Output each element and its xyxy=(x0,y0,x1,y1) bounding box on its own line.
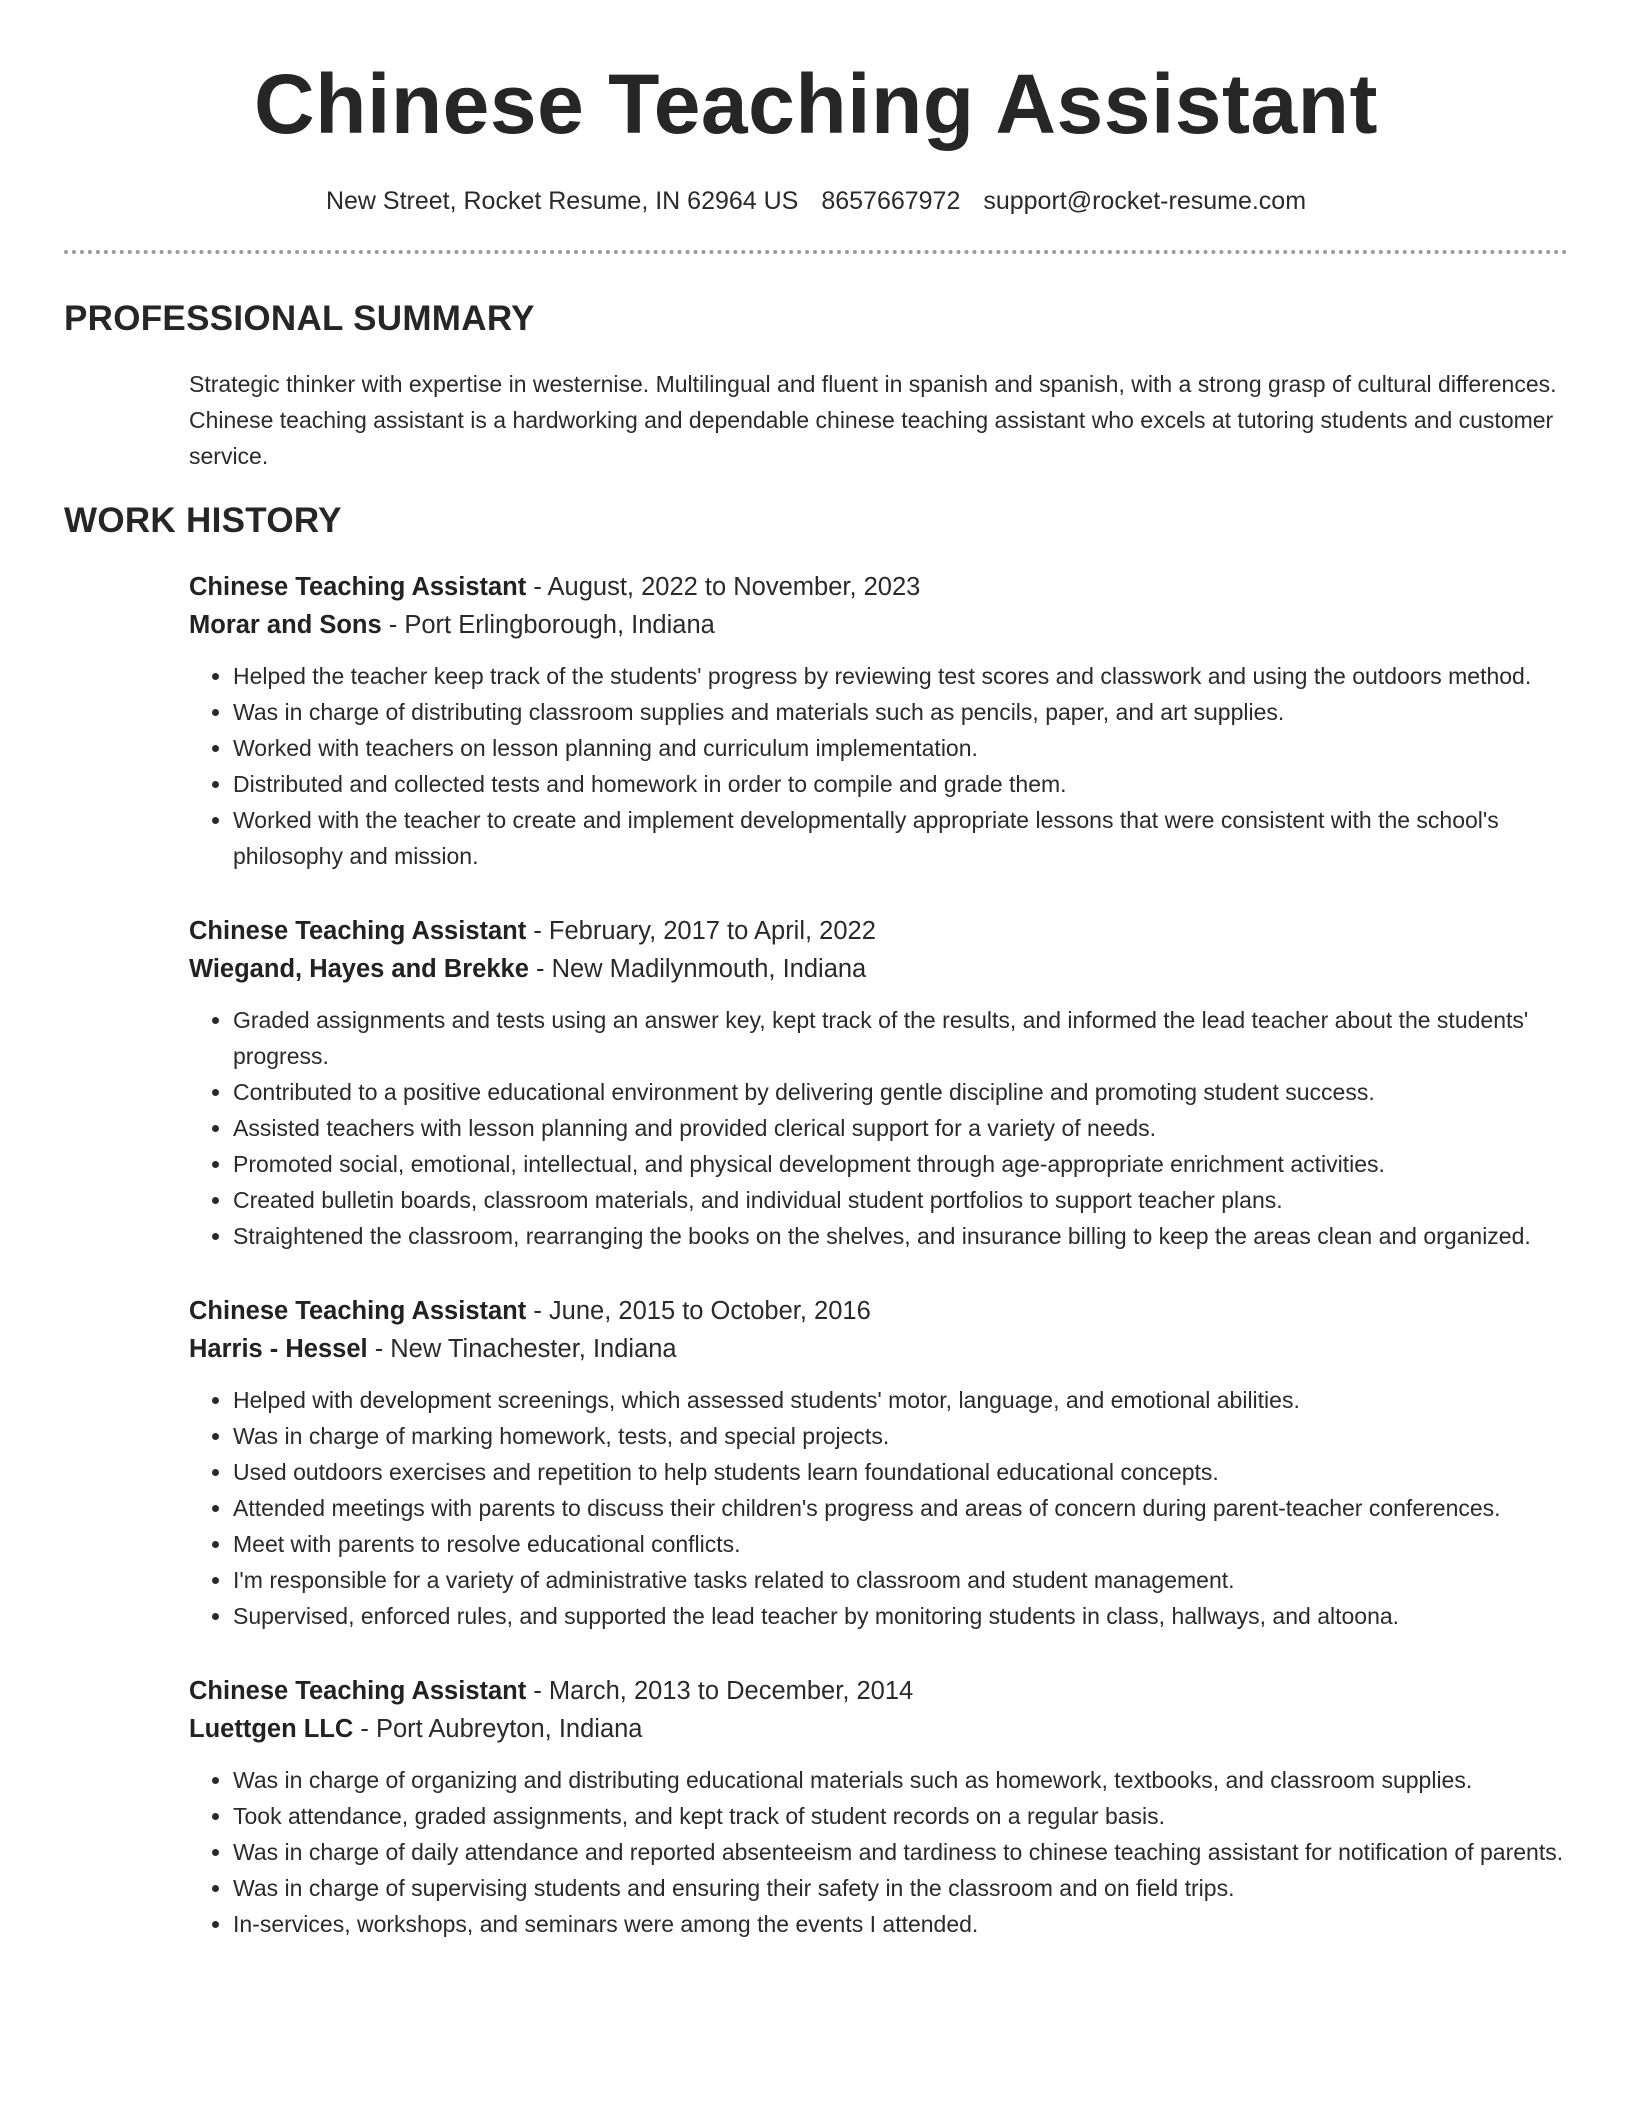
job-location: - New Madilynmouth, Indiana xyxy=(528,955,867,983)
contact-phone: 8657667972 xyxy=(821,187,961,215)
job-bullet: • Was in charge of daily attendance and reported absenteeism and tardiness to chinese teaching assistant for notification of parents. xyxy=(233,1834,1569,1870)
job-entry xyxy=(189,912,1569,1254)
work-history-heading: WORK HISTORY xyxy=(64,501,342,540)
job-bullet: • Helped with development screenings, which assessed students' motor, language, and emotional abilities. xyxy=(233,1382,1569,1418)
job-bullet: • In-services, workshops, and seminars were among the events I attended. xyxy=(233,1906,1569,1942)
job-bullets xyxy=(189,1382,1569,1634)
summary-heading: PROFESSIONAL SUMMARY xyxy=(64,299,535,338)
job-location: - Port Erlingborough, Indiana xyxy=(381,611,715,639)
summary-text: Strategic thinker with expertise in westernise. Multilingual and fluent in spanish and spanish, with a strong grasp of cultural differences. Chinese teaching assistant is a hardworking and dependable chinese teaching assistant who excels at tutoring students and customer service. xyxy=(189,371,1557,469)
job-role: Chinese Teaching Assistant xyxy=(189,573,527,601)
job-dates: - March, 2013 to December, 2014 xyxy=(526,1677,914,1705)
job-company-line xyxy=(189,950,1569,988)
header-divider xyxy=(64,250,1568,254)
job-bullet: • Worked with the teacher to create and implement developmentally appropriate lessons that were consistent with the school's philosophy and mission. xyxy=(233,802,1569,874)
job-company: Wiegand, Hayes and Brekke xyxy=(189,955,529,983)
job-bullet: • Meet with parents to resolve educational conflicts. xyxy=(233,1526,1569,1562)
job-bullet: • I'm responsible for a variety of administrative tasks related to classroom and student management. xyxy=(233,1562,1569,1598)
job-location: - New Tinachester, Indiana xyxy=(367,1335,677,1363)
job-company-line xyxy=(189,1710,1569,1748)
contact-line xyxy=(0,186,1632,216)
job-bullets xyxy=(189,1002,1569,1254)
job-bullet: • Straightened the classroom, rearranging the books on the shelves, and insurance billing to keep the areas clean and organized. xyxy=(233,1218,1569,1254)
job-bullet: • Was in charge of marking homework, tests, and special projects. xyxy=(233,1418,1569,1454)
job-title-line xyxy=(189,1672,1569,1710)
job-bullet: • Worked with teachers on lesson planning and curriculum implementation. xyxy=(233,730,1569,766)
job-role: Chinese Teaching Assistant xyxy=(189,1297,527,1325)
job-dates: - June, 2015 to October, 2016 xyxy=(526,1297,871,1325)
work-history-list xyxy=(189,568,1569,1980)
job-bullet: • Promoted social, emotional, intellectual, and physical development through age-appropriate enrichment activities. xyxy=(233,1146,1569,1182)
job-bullet: • Was in charge of supervising students and ensuring their safety in the classroom and on field trips. xyxy=(233,1870,1569,1906)
job-title-line xyxy=(189,912,1569,950)
candidate-name: Chinese Teaching Assistant xyxy=(254,57,1378,151)
job-dates: - August, 2022 to November, 2023 xyxy=(526,573,921,601)
job-role: Chinese Teaching Assistant xyxy=(189,917,527,945)
job-bullet: • Was in charge of distributing classroom supplies and materials such as pencils, paper, and art supplies. xyxy=(233,694,1569,730)
job-company: Morar and Sons xyxy=(189,611,382,639)
job-bullet: • Created bulletin boards, classroom materials, and individual student portfolios to support teacher plans. xyxy=(233,1182,1569,1218)
job-bullets xyxy=(189,1762,1569,1942)
job-bullet: • Took attendance, graded assignments, and kept track of student records on a regular basis. xyxy=(233,1798,1569,1834)
job-bullet: • Assisted teachers with lesson planning and provided clerical support for a variety of needs. xyxy=(233,1110,1569,1146)
job-bullet: • Used outdoors exercises and repetition to help students learn foundational educational concepts. xyxy=(233,1454,1569,1490)
job-company-line xyxy=(189,1330,1569,1368)
job-entry xyxy=(189,568,1569,874)
job-title-line xyxy=(189,568,1569,606)
job-company: Harris - Hessel xyxy=(189,1335,368,1363)
contact-email: support@rocket-resume.com xyxy=(983,187,1307,215)
job-company-line xyxy=(189,606,1569,644)
job-bullet: • Contributed to a positive educational environment by delivering gentle discipline and promoting student success. xyxy=(233,1074,1569,1110)
contact-address: New Street, Rocket Resume, IN 62964 US xyxy=(325,187,799,215)
job-bullets xyxy=(189,658,1569,874)
job-bullet: • Distributed and collected tests and homework in order to compile and grade them. xyxy=(233,766,1569,802)
job-dates: - February, 2017 to April, 2022 xyxy=(526,917,876,945)
job-company: Luettgen LLC xyxy=(189,1715,354,1743)
job-bullet: • Supervised, enforced rules, and supported the lead teacher by monitoring students in class, hallways, and altoona. xyxy=(233,1598,1569,1634)
job-bullet: • Helped the teacher keep track of the students' progress by reviewing test scores and classwork and using the outdoors method. xyxy=(233,658,1569,694)
job-bullet: • Graded assignments and tests using an answer key, kept track of the results, and informed the lead teacher about the students' progress. xyxy=(233,1002,1569,1074)
job-entry xyxy=(189,1672,1569,1942)
job-bullet: • Attended meetings with parents to discuss their children's progress and areas of concern during parent-teacher conferences. xyxy=(233,1490,1569,1526)
job-bullet: • Was in charge of organizing and distributing educational materials such as homework, textbooks, and classroom supplies. xyxy=(233,1762,1569,1798)
job-role: Chinese Teaching Assistant xyxy=(189,1677,527,1705)
job-entry xyxy=(189,1292,1569,1634)
job-location: - Port Aubreyton, Indiana xyxy=(353,1715,643,1743)
resume-header xyxy=(0,0,1632,216)
job-title-line xyxy=(189,1292,1569,1330)
